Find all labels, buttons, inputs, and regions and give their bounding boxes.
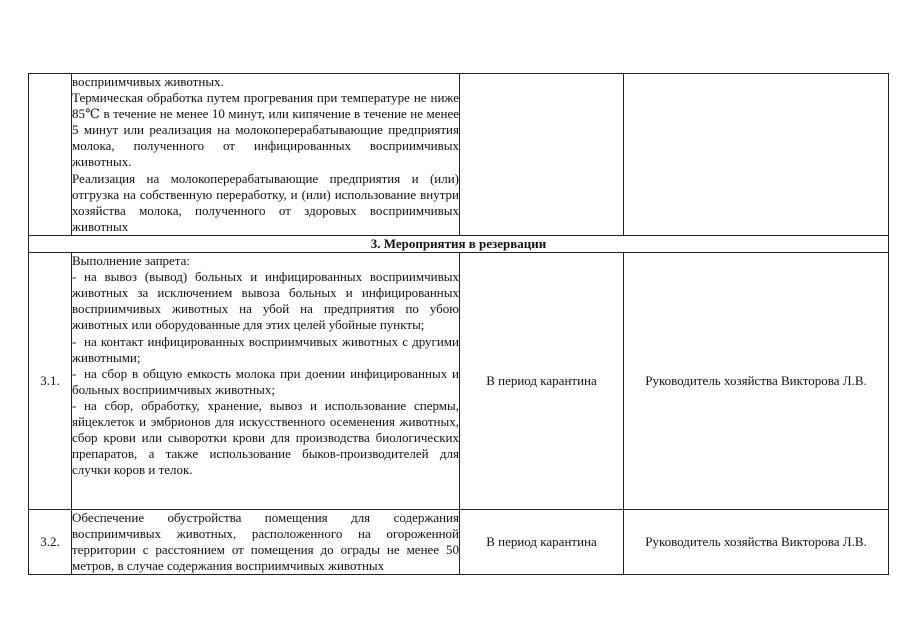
table-row [29, 510, 889, 575]
measure-item-text: на сбор, обработку, хранение, вывоз и использование спермы, яйцеклеток и эмбрионов для искусственного осеменения животных, сбор крови или сыворотки крови для производства биологических препаратов, а также использование быков-производителей для случки коров и телок. [72, 397, 459, 478]
table-row [29, 74, 889, 236]
measure-cell [72, 253, 460, 510]
section-title: 3. Мероприятия в резервации [29, 235, 889, 252]
measure-item [72, 269, 459, 333]
responsible-cell [624, 74, 889, 236]
measure-item [72, 366, 459, 398]
dash-marker: - [72, 333, 77, 349]
responsible-cell: Руководитель хозяйства Викторова Л.В. [624, 253, 889, 510]
deadline-cell [460, 74, 624, 236]
measure-item-text: на вывоз (вывод) больных и инфицированных восприимчивых животных за исключением вывоза больных и инфицированных восприимчивых животных на убой на предприятия по убою животных или оборудованные для этих целей убойные пункты; [72, 269, 459, 333]
measure-text: восприимчивых животных. [72, 74, 224, 89]
responsible-cell: Руководитель хозяйства Викторова Л.В. [624, 510, 889, 575]
dash-marker: - [72, 397, 77, 413]
measure-text: Реализация на молокоперерабатывающие предприятия и (или) отгрузка на собственную переработку, и (или) использование внутри хозяйства молока, полученного от здоровых восприимчивых животных [72, 170, 459, 234]
measure-item-text: на сбор в общую емкость молока при доении инфицированных и больных восприимчивых животных; [72, 365, 459, 397]
row-number: 3.1. [29, 253, 72, 510]
measure-item-text: на контакт инфицированных восприимчивых животных с другими животными; [72, 333, 459, 365]
measure-item [72, 398, 459, 478]
dash-marker: - [72, 365, 77, 381]
number-cell [29, 74, 72, 236]
measure-text: Обеспечение обустройства помещения для содержания восприимчивых животных, расположенного на огороженной территории с расстоянием от помещения до ограды не менее 50 метров, в случае содержания восприимчивых животных [72, 510, 459, 574]
measure-item [72, 334, 459, 366]
deadline-cell: В период карантина [460, 253, 624, 510]
measure-intro: Выполнение запрета: [72, 253, 191, 269]
section-header-row [29, 235, 889, 252]
measure-cell [72, 510, 460, 575]
measure-text-clip [72, 510, 459, 574]
row-number: 3.2. [29, 510, 72, 575]
measure-cell [72, 74, 460, 236]
measure-text: Термическая обработка путем прогревания при температуре не ниже 85℃ в течение не менее 10 минут, или кипячение в течение не менее 5 минут или реализация на молокоперерабатывающие предприятия молока, полученного от инфицированных восприимчивых животных. [72, 90, 459, 170]
measures-table [28, 73, 889, 575]
deadline-cell: В период карантина [460, 510, 624, 575]
table-row [29, 253, 889, 510]
dash-marker: - [72, 269, 77, 285]
